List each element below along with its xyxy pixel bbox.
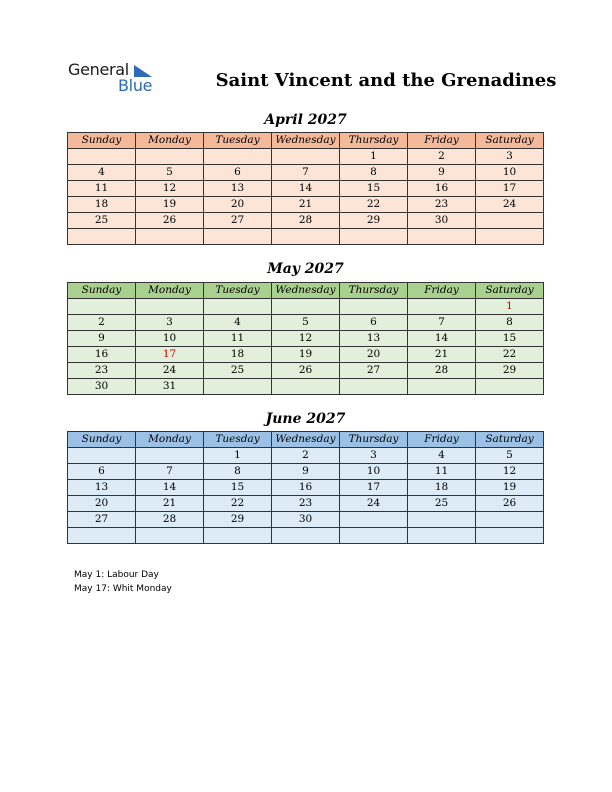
- week-row: [68, 197, 544, 213]
- weekday-header-thursday: Thursday: [340, 133, 408, 149]
- day-cell: 21: [408, 347, 476, 363]
- day-cell: 20: [68, 496, 136, 512]
- week-row: [68, 315, 544, 331]
- day-cell: [136, 229, 204, 245]
- day-cell: [68, 229, 136, 245]
- day-cell: 15: [476, 331, 544, 347]
- day-cell: 2: [408, 149, 476, 165]
- day-cell: 8: [476, 315, 544, 331]
- day-cell: 28: [136, 512, 204, 528]
- weekday-header-wednesday: Wednesday: [272, 133, 340, 149]
- day-cell: 3: [340, 448, 408, 464]
- weekday-header-saturday: Saturday: [476, 432, 544, 448]
- day-cell: 30: [272, 512, 340, 528]
- week-row: [68, 347, 544, 363]
- day-cell: 25: [408, 496, 476, 512]
- day-cell: 14: [136, 480, 204, 496]
- weekday-header-tuesday: Tuesday: [204, 133, 272, 149]
- day-cell: 17: [136, 347, 204, 363]
- weekday-header-friday: Friday: [408, 432, 476, 448]
- month-title-april: April 2027: [264, 112, 347, 128]
- calendar-april: [67, 132, 544, 245]
- holiday-notes: [74, 568, 172, 596]
- day-cell: [340, 528, 408, 544]
- week-row: [68, 331, 544, 347]
- day-cell: 10: [476, 165, 544, 181]
- weekday-header-saturday: Saturday: [476, 133, 544, 149]
- month-title-june: June 2027: [265, 411, 346, 427]
- day-cell: 24: [340, 496, 408, 512]
- day-cell: [136, 448, 204, 464]
- day-cell: 7: [408, 315, 476, 331]
- day-cell: 9: [408, 165, 476, 181]
- weekday-header-sunday: Sunday: [68, 133, 136, 149]
- day-cell: 31: [136, 379, 204, 395]
- day-cell: [68, 299, 136, 315]
- day-cell: [340, 379, 408, 395]
- day-cell: 22: [476, 347, 544, 363]
- day-cell: [408, 528, 476, 544]
- day-cell: 16: [272, 480, 340, 496]
- day-cell: 9: [272, 464, 340, 480]
- week-row: [68, 512, 544, 528]
- day-cell: [272, 229, 340, 245]
- day-cell: 8: [204, 464, 272, 480]
- week-row: [68, 149, 544, 165]
- weekday-header-thursday: Thursday: [340, 432, 408, 448]
- day-cell: [476, 379, 544, 395]
- day-cell: [136, 528, 204, 544]
- day-cell: 19: [272, 347, 340, 363]
- holiday-note: May 17: Whit Monday: [74, 584, 172, 594]
- day-cell: 23: [68, 363, 136, 379]
- day-cell: 29: [204, 512, 272, 528]
- day-cell: 5: [476, 448, 544, 464]
- weekday-header-sunday: Sunday: [68, 432, 136, 448]
- day-cell: [408, 379, 476, 395]
- day-cell: 15: [340, 181, 408, 197]
- day-cell: 5: [136, 165, 204, 181]
- day-cell: [408, 299, 476, 315]
- day-cell: 27: [340, 363, 408, 379]
- weekday-header-row: [68, 133, 544, 149]
- day-cell: 1: [340, 149, 408, 165]
- day-cell: 26: [136, 213, 204, 229]
- day-cell: 19: [476, 480, 544, 496]
- day-cell: 28: [408, 363, 476, 379]
- weekday-header-wednesday: Wednesday: [272, 432, 340, 448]
- day-cell: 29: [476, 363, 544, 379]
- day-cell: [476, 512, 544, 528]
- weekday-header-friday: Friday: [408, 283, 476, 299]
- day-cell: 13: [68, 480, 136, 496]
- week-row: [68, 448, 544, 464]
- week-row: [68, 496, 544, 512]
- day-cell: 4: [408, 448, 476, 464]
- day-cell: 6: [204, 165, 272, 181]
- day-cell: [68, 448, 136, 464]
- day-cell: 21: [136, 496, 204, 512]
- day-cell: 4: [68, 165, 136, 181]
- weekday-header-monday: Monday: [136, 432, 204, 448]
- day-cell: 23: [408, 197, 476, 213]
- week-row: [68, 464, 544, 480]
- day-cell: 20: [340, 347, 408, 363]
- calendar-may: [67, 282, 544, 395]
- weekday-header-sunday: Sunday: [68, 283, 136, 299]
- weekday-header-monday: Monday: [136, 283, 204, 299]
- day-cell: 1: [476, 299, 544, 315]
- day-cell: 15: [204, 480, 272, 496]
- day-cell: 5: [272, 315, 340, 331]
- weekday-header-row: [68, 283, 544, 299]
- calendar-june: [67, 431, 544, 544]
- day-cell: 3: [136, 315, 204, 331]
- day-cell: [136, 149, 204, 165]
- day-cell: 17: [476, 181, 544, 197]
- day-cell: 18: [408, 480, 476, 496]
- day-cell: 25: [204, 363, 272, 379]
- day-cell: [476, 528, 544, 544]
- day-cell: 14: [408, 331, 476, 347]
- day-cell: 18: [204, 347, 272, 363]
- day-cell: 20: [204, 197, 272, 213]
- day-cell: 26: [272, 363, 340, 379]
- week-row: [68, 181, 544, 197]
- day-cell: [68, 149, 136, 165]
- day-cell: 12: [476, 464, 544, 480]
- day-cell: 11: [68, 181, 136, 197]
- week-row: [68, 528, 544, 544]
- weekday-header-row: [68, 432, 544, 448]
- logo: [68, 60, 168, 100]
- day-cell: [408, 229, 476, 245]
- day-cell: 2: [272, 448, 340, 464]
- day-cell: 8: [340, 165, 408, 181]
- day-cell: 19: [136, 197, 204, 213]
- week-row: [68, 363, 544, 379]
- day-cell: [204, 528, 272, 544]
- day-cell: 11: [204, 331, 272, 347]
- day-cell: 7: [272, 165, 340, 181]
- day-cell: 21: [272, 197, 340, 213]
- day-cell: 4: [204, 315, 272, 331]
- day-cell: 16: [408, 181, 476, 197]
- weekday-header-saturday: Saturday: [476, 283, 544, 299]
- month-title-may: May 2027: [267, 261, 344, 277]
- day-cell: 13: [204, 181, 272, 197]
- day-cell: [272, 149, 340, 165]
- day-cell: 7: [136, 464, 204, 480]
- day-cell: 18: [68, 197, 136, 213]
- day-cell: [340, 229, 408, 245]
- day-cell: 16: [68, 347, 136, 363]
- day-cell: 28: [272, 213, 340, 229]
- day-cell: [272, 299, 340, 315]
- day-cell: [204, 149, 272, 165]
- week-row: [68, 213, 544, 229]
- weekday-header-monday: Monday: [136, 133, 204, 149]
- weekday-header-wednesday: Wednesday: [272, 283, 340, 299]
- day-cell: 30: [408, 213, 476, 229]
- weekday-header-thursday: Thursday: [340, 283, 408, 299]
- day-cell: [204, 229, 272, 245]
- week-row: [68, 165, 544, 181]
- day-cell: 11: [408, 464, 476, 480]
- day-cell: [408, 512, 476, 528]
- day-cell: 3: [476, 149, 544, 165]
- day-cell: 10: [340, 464, 408, 480]
- logo-text-blue: Blue: [118, 76, 153, 95]
- day-cell: [272, 379, 340, 395]
- week-row: [68, 379, 544, 395]
- day-cell: 22: [340, 197, 408, 213]
- holiday-note: May 1: Labour Day: [74, 570, 159, 580]
- day-cell: 14: [272, 181, 340, 197]
- day-cell: [68, 528, 136, 544]
- day-cell: [340, 512, 408, 528]
- logo-text-general: General: [68, 60, 129, 79]
- day-cell: 2: [68, 315, 136, 331]
- week-row: [68, 229, 544, 245]
- day-cell: 24: [136, 363, 204, 379]
- day-cell: 22: [204, 496, 272, 512]
- day-cell: 24: [476, 197, 544, 213]
- day-cell: [340, 299, 408, 315]
- day-cell: [476, 213, 544, 229]
- day-cell: 10: [136, 331, 204, 347]
- day-cell: 30: [68, 379, 136, 395]
- day-cell: [476, 229, 544, 245]
- weekday-header-tuesday: Tuesday: [204, 283, 272, 299]
- page-title: Saint Vincent and the Grenadines: [215, 70, 557, 91]
- day-cell: 6: [68, 464, 136, 480]
- day-cell: 9: [68, 331, 136, 347]
- day-cell: 27: [204, 213, 272, 229]
- week-row: [68, 299, 544, 315]
- day-cell: 12: [136, 181, 204, 197]
- day-cell: 12: [272, 331, 340, 347]
- day-cell: 1: [204, 448, 272, 464]
- day-cell: 13: [340, 331, 408, 347]
- day-cell: 29: [340, 213, 408, 229]
- day-cell: 26: [476, 496, 544, 512]
- weekday-header-friday: Friday: [408, 133, 476, 149]
- weekday-header-tuesday: Tuesday: [204, 432, 272, 448]
- day-cell: 27: [68, 512, 136, 528]
- day-cell: 6: [340, 315, 408, 331]
- day-cell: 17: [340, 480, 408, 496]
- day-cell: 23: [272, 496, 340, 512]
- day-cell: [136, 299, 204, 315]
- day-cell: 25: [68, 213, 136, 229]
- day-cell: [204, 299, 272, 315]
- week-row: [68, 480, 544, 496]
- day-cell: [204, 379, 272, 395]
- day-cell: [272, 528, 340, 544]
